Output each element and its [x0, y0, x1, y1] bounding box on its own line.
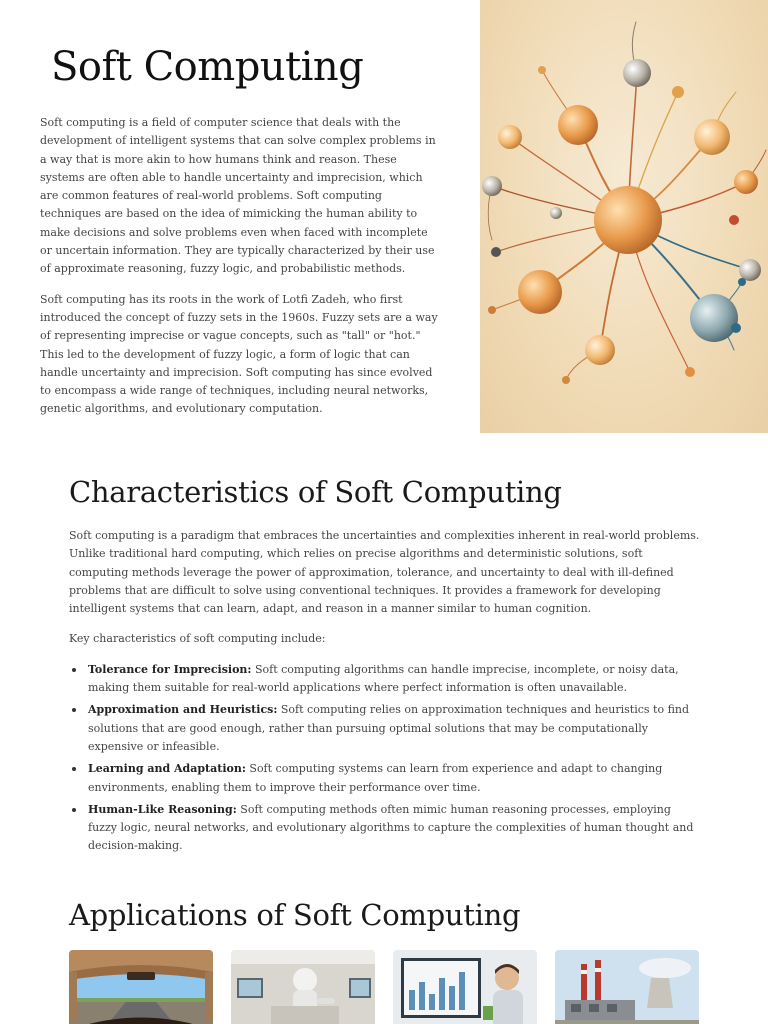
characteristics-list — [69, 661, 701, 856]
hero-section — [0, 0, 768, 433]
list-item-term: Tolerance for Imprecision: — [88, 662, 252, 676]
list-item-term: Approximation and Heuristics: — [88, 703, 278, 717]
characteristics-intro: Key characteristics of soft computing include: — [69, 632, 326, 646]
applications-title: Applications of Soft Computing — [69, 898, 521, 932]
list-item — [69, 801, 701, 856]
neuron-network-illustration — [480, 0, 768, 433]
characteristics-title: Characteristics of Soft Computing — [69, 475, 562, 509]
analyst-monitor-image — [393, 950, 537, 1024]
list-item — [69, 760, 701, 797]
list-item-term: Learning and Adaptation: — [88, 762, 246, 776]
list-item-text: Soft computing relies on approximation techniques and heuristics to find solutions that are good enough, rather than pursuing optimal solutions that may be computationally expensive or infeasible. — [88, 703, 690, 753]
list-item-text: Soft computing methods often mimic human reasoning processes, employing fuzzy logic, neural networks, and evolutionary algorithms to capture the complexities of human thought and decision-making. — [88, 802, 694, 853]
hero-paragraph-2: Soft computing has its roots in the work of Lotfi Zadeh, who first introduced the concept of fuzzy sets in the 1960s. Fuzzy sets are a way of representing imprecise or vague concepts, such as "tall" or "hot." This led to the development of fuzzy logic, a form of logic that can handle uncertainty and imprecision. Soft computing has since evolved to encompass a wide range of techniques, including neural networks, genetic algorithms, and evolutionary computation. — [40, 292, 438, 416]
list-item-text: Soft computing systems can learn from experience and adapt to changing environments, enabling them to improve their performance over time. — [88, 762, 663, 794]
list-item — [69, 661, 701, 698]
car-dashboard-image — [69, 950, 213, 1024]
robot-lab-image — [231, 950, 375, 1024]
hero-paragraph-1: Soft computing is a field of computer science that deals with the development of intelligent systems that can solve complex problems in a way that is more akin to how humans think and reason. These systems are often able to handle uncertainty and imprecision, which are common features of real-world problems. Soft computing techniques are based on the idea of mimicking the human ability to make decisions and solve problems even when faced with incomplete or uncertain information. They are typically characterized by their use of approximate reasoning, fuzzy logic, and probabilistic methods. — [40, 116, 436, 276]
hero-text — [40, 40, 440, 419]
applications-cards — [69, 950, 701, 1024]
list-item-text: Soft computing algorithms can handle imprecise, incomplete, or noisy data, making them suitable for real-world applications where perfect information is often unavailable. — [88, 662, 679, 695]
power-plant-image — [555, 950, 699, 1024]
list-item — [69, 701, 701, 756]
neuron-network-icon — [480, 0, 768, 433]
list-item-term: Human-Like Reasoning: — [88, 802, 237, 816]
characteristics-section — [69, 475, 701, 860]
page-title: Soft Computing — [51, 44, 364, 90]
applications-section — [69, 898, 701, 1024]
characteristics-paragraph: Soft computing is a paradigm that embraces the uncertainties and complexities inherent in real-world problems. Unlike traditional hard computing, which relies on precise algorithms and deterministic solutions, soft computing methods leverage the power of approximation, tolerance, and uncertainty to deal with ill-defined problems that are difficult to solve using conventional techniques. It provides a framework for developing intelligent systems that can learn, adapt, and reason in a manner similar to human cognition. — [69, 529, 700, 616]
